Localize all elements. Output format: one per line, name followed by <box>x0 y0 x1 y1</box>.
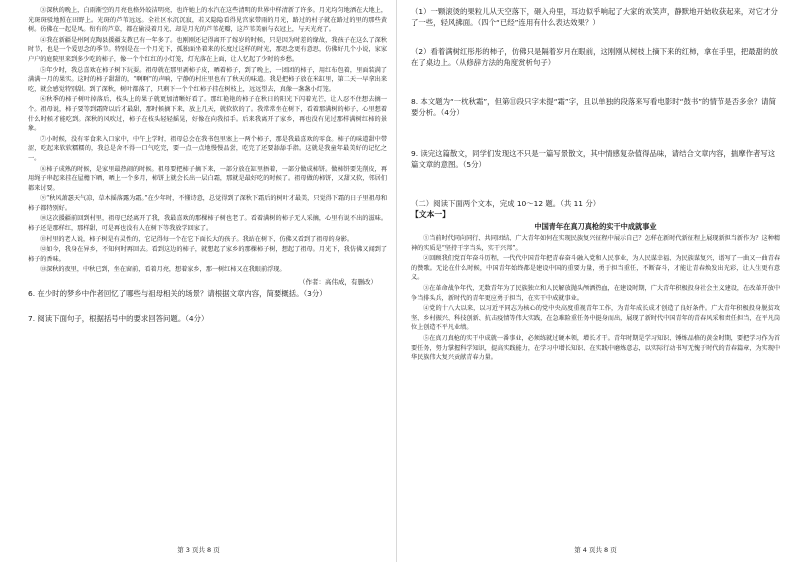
paragraph-10: ⑩这次援疆前回到村里，祖母已经离开了我，我最喜欢的那棵柿子树也老了。看着满树的柿子无人采摘，心里有说不出的滋味。柿子还是那样红，那样甜，可是再也没有人在树下等我放学回家了。 <box>28 215 387 233</box>
paragraph-8: ⑧柿子成熟的时候，是家里最热闹的时候。祖母要把柿子摘下来，一部分放在缸里捂着，一部分做成柿饼。做柿饼要先削皮，再用绳子串起来挂在屋檐下晒，晒上一个多月，柿饼上就会长出一层白霜，那就是最好吃的时候了。祖母做的柿饼，又甜又软，邻居们都来讨要。 <box>28 165 387 192</box>
question-7-part-1: （1）一颗滚烫的果粒儿从天空落下，砸入舟里，耳边似乎响起了大家的欢笑声，静默地开始收获起来，对它才分了一些，轻风拂面。（四个“已经”连用有什么表达效果？） <box>411 7 778 27</box>
paragraph-4: ④我在新疆是州阿克陶县援疆支教已有一年多了。也刚刚还记得离开了嫁岁的时候，只是因为时差的缘故，我孩子在这么了深秋时节，也是一个爱思念的季节。特别是在一个月光下，孤独面坐着来的长度过这样的时光，那思念更有意思，仿佛好几个小说，家家户户的庭院里来到多少吃的柿子，像一个个红红的小灯笼，灯光落在上面，让人忆起了少时的乡愁。 <box>28 36 387 63</box>
paragraph-13: ⑬深秋的夜里，中秋已到，坐在窗前，看着月亮，想着家乡，那一树红柿又在我眼前浮现。 <box>40 266 286 274</box>
page-footer-left: 第 3 页共 8 页 <box>177 546 220 554</box>
question-6: 6. 在少时的梦乡中作者回忆了哪些与祖母相关的场景？请根据文章内容，简要概括。（3分） <box>28 289 327 299</box>
paragraph-6: ⑥秋季的柿子树叶掉落后，枝头上的果子就更加清晰好看了。那红艳艳的柿子在秋日的阳光下闪着光芒，让人忍不住想去摘一个。祖母说，柿子要等到霜降以后才最甜，那时候摘下来，放上几天，就软软的了。我常常坐在树下，看着那满树的柿子，心里想着什么时候才能吃到。深秋的风吹过，柿子在枝头轻轻摇晃，好像在向我招手。后来我离开了家乡，再也没有见过那样满树红柿的景象。 <box>28 96 387 133</box>
question-7-part-2: （2）看着满树红彤彤的柿子，仿佛只是隔着岁月在眼前，这刚刚从树枝上摘下来的红柿，拿在手里，把最甜的放在了桌边上。（从修辞方法的角度赏析句子） <box>411 47 778 67</box>
paragraph-12: ⑫如今，我身在异乡，不知何时再回去。看到这边的柿子，就想起了家乡的那棵柿子树，想起了祖母。月光下，我仿佛又闻到了柿子的香味。 <box>28 246 387 263</box>
right-page <box>397 0 794 562</box>
page-footer-right: 第 4 页共 8 页 <box>574 546 617 554</box>
section-two-heading: （二）阅读下面两个文本，完成 10～12 题。（共 11 分） <box>411 199 601 208</box>
paragraph-9: ⑨“秋风萧瑟天气凉，草木摇落露为霜。”在少年时，不懂诗意，总觉得到了深秋下霜后的树叶才最美，只觉得下霜的日子里祖母和柿子都特别好。 <box>28 195 387 212</box>
question-8: 8. 本文题为“一枕秋霜”，但第⑪段只字未提“霜”字，且以单独的段落来写看电影时“鼓书”的情节是否多余？请简要分析。（4分） <box>411 97 776 117</box>
article-paragraph-3: ③在革命战争年代，无数青年为了民族独立和人民解放抛头颅洒热血，在建设时期，广大青年积极投身社会主义建设，在改革开放中争当排头兵，新时代的青年更应勇于担当，在实干中成就事业。 <box>411 284 780 302</box>
text-one-label: 【文本一】 <box>411 210 450 219</box>
article-paragraph-2: ②回顾我们党百年奋斗历程，一代代中国青年把青春奋斗融入党和人民事业，为人民谋幸福、为民族谋复兴，谱写了一曲又一曲青春的赞歌。无论在什么时候，中国青年始终都是建设中国的重要力量，勇于担当重任，不断奋斗，才能让青春焕发出光彩，让人生更有意义。 <box>411 255 780 282</box>
paragraph-11: ⑪村里的老人说，柿子树是有灵性的，它记得每一个在它下面长大的孩子。我站在树下，仿佛又看到了祖母的身影。 <box>40 235 354 243</box>
paragraph-7: ⑦小时候，没有零食来入口家中，中午上学时，祖母总会在我书包里塞上一两个柿子，那是我最喜欢的零食。柿子的味道甜中带涩，吃起来软软糯糯的，我总是舍不得一口气吃完，要一点一点地慢慢品尝，吃完了还要舔舔手指。这就是我童年最美好的记忆之一。 <box>28 135 387 162</box>
article-paragraph-1: ①当前时代同向同行、共同团结、广大青年如何在实现民族复兴征程中展示自己？怎样在新时代新征程上展现新担当新作为？这种精神的实质是“坚持干字当头，实干兴邦”。 <box>411 235 780 252</box>
article-title: 中国青年在真刀真枪的实干中成就事业 <box>534 222 657 231</box>
paragraph-3: ③深秋的晚上，白雨渐空的月亮也格外皎洁明亮，也许她上的水汽在这些清明的世界中样清新了许多。月光均匀地洒在大地上，光斑斑驳地照在田野上。光斑的芦苇远远。全社区水沉沉寂，若又隐隐看得见宫家带雨的月光，路过的村子就在路过的里的那些黄树。彷佛在一起是凤。衔有的芦草，都在偷浸着月光，却是月光的芦苇花瓣，这芦苇美丽与衣冠上，与天光亮了。 <box>28 7 387 34</box>
author-signature: （作者：高伟成，有删改） <box>299 278 377 287</box>
question-7: 7. 阅读下面句子，根据括号中的要求回答问题。（4分） <box>28 314 209 324</box>
article-paragraph-5: ⑤在真刀真枪的实干中成就一番事业，必须练就过硬本领，增长才干。青年时期是学习知识、锤炼品格的黄金时期，要把学习作为首要任务，努力掌握科学知识，提高实践能力，在学习中增长知识、在实践中磨炼意志，以实际行动书写无愧于时代的青春篇章，为实现中华民族伟大复兴贡献青春力量。 <box>411 334 780 362</box>
article-paragraph-4: ④党的十八大以来，以习近平同志为核心的党中央高度重视青年工作，为青年成长成才创造了良好条件。广大青年积极投身脱贫攻坚、乡村振兴、科技创新、抗击疫情等伟大实践，在急难险重任务中挺身而出，展现了新时代中国青年的青春风采和责任担当，在平凡岗位上创造不平凡业绩。 <box>411 305 780 332</box>
question-9: 9. 读完这篇散文，同学们发现这不只是一篇写景散文，其中情感复杂值得品味，请结合文章内容，揣摩作者写这篇文章的意图。（5分） <box>411 149 776 169</box>
paragraph-5: ⑤年少时，我总喜欢在柿子树下玩耍。祖母就在那里剥柿子皮，晒着柿子，到了晚上，一团团的柿子，用红布包着，里面装满了满满一月的果实。这时的柿子甜甜的，“啊啊”的声响，宁静的村庄里也有了秋天的味道。我是把柿子放在米缸里，第二天一早拿出来吃，就会感觉特别甜。到了深秋，树叶都落了，只剩下一个个红柿子挂在树枝上，远远望去，真像一盏盏小灯笼。 <box>28 66 387 93</box>
